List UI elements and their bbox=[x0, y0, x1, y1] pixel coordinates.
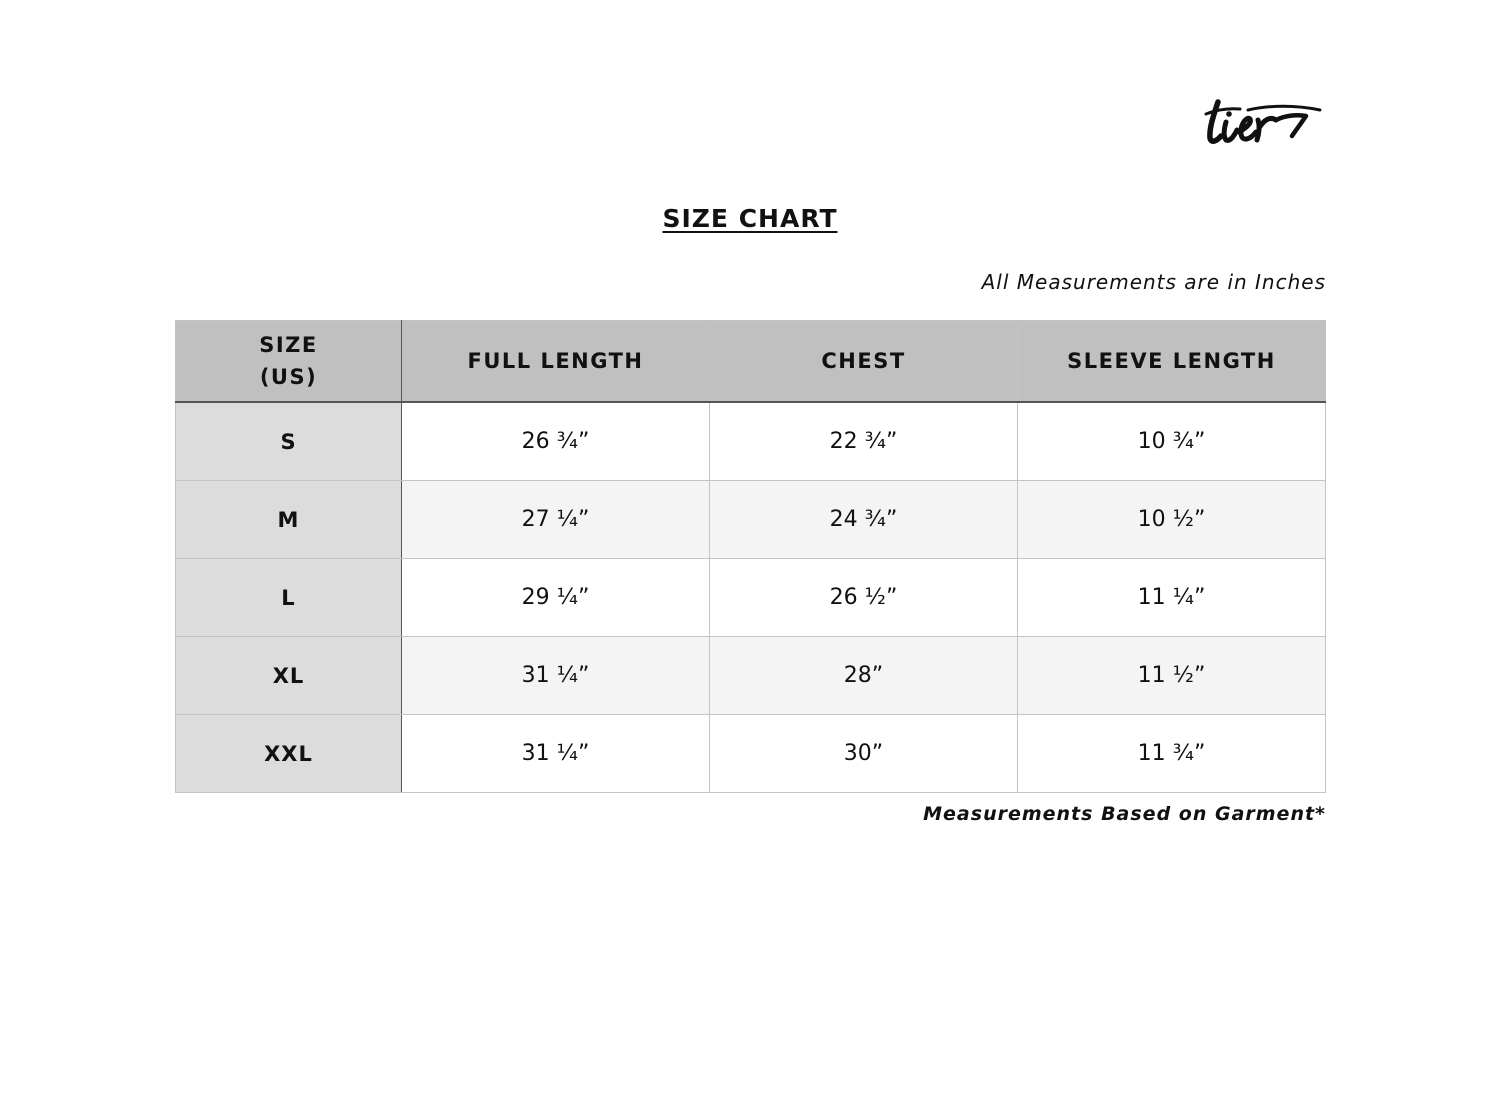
table-row bbox=[176, 559, 1326, 637]
size-cell: L bbox=[176, 559, 402, 637]
sleeve-length-cell: 10 ¾” bbox=[1018, 402, 1326, 481]
sleeve-length-cell: 11 ½” bbox=[1018, 637, 1326, 715]
header-size-line2: (US) bbox=[259, 365, 318, 389]
garment-note: Measurements Based on Garment* bbox=[923, 803, 1326, 825]
header-size bbox=[176, 321, 402, 403]
units-note: All Measurements are in Inches bbox=[981, 270, 1326, 294]
chest-cell: 24 ¾” bbox=[710, 481, 1018, 559]
sleeve-length-cell: 11 ¼” bbox=[1018, 559, 1326, 637]
full-length-cell: 29 ¼” bbox=[402, 559, 710, 637]
sleeve-length-cell: 10 ½” bbox=[1018, 481, 1326, 559]
full-length-cell: 26 ¾” bbox=[402, 402, 710, 481]
header-sleeve-length: SLEEVE LENGTH bbox=[1018, 321, 1326, 403]
size-cell: XXL bbox=[176, 715, 402, 793]
table-header-row bbox=[176, 321, 1326, 403]
size-cell: XL bbox=[176, 637, 402, 715]
header-chest: CHEST bbox=[710, 321, 1018, 403]
full-length-cell: 31 ¼” bbox=[402, 637, 710, 715]
full-length-cell: 27 ¼” bbox=[402, 481, 710, 559]
header-size-line1: SIZE bbox=[259, 333, 318, 357]
chest-cell: 30” bbox=[710, 715, 1018, 793]
table-row bbox=[176, 715, 1326, 793]
chest-cell: 26 ½” bbox=[710, 559, 1018, 637]
sleeve-length-cell: 11 ¾” bbox=[1018, 715, 1326, 793]
table-row bbox=[176, 637, 1326, 715]
header-full-length: FULL LENGTH bbox=[402, 321, 710, 403]
table-row bbox=[176, 481, 1326, 559]
size-cell: M bbox=[176, 481, 402, 559]
chest-cell: 22 ¾” bbox=[710, 402, 1018, 481]
page-title: SIZE CHART bbox=[662, 204, 838, 233]
table-row bbox=[176, 402, 1326, 481]
tier-script-logo-icon bbox=[1204, 96, 1322, 148]
full-length-cell: 31 ¼” bbox=[402, 715, 710, 793]
chest-cell: 28” bbox=[710, 637, 1018, 715]
size-chart-table bbox=[175, 320, 1326, 793]
size-cell: S bbox=[176, 402, 402, 481]
